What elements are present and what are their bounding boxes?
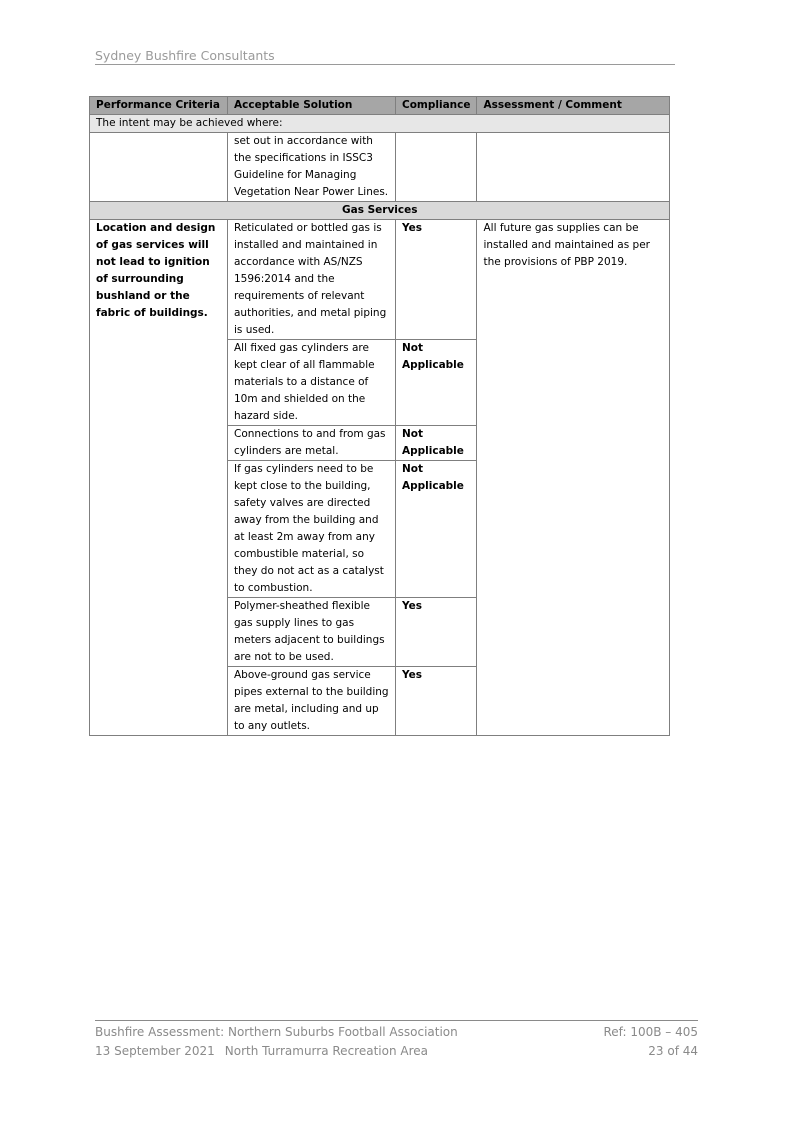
solution-cell: Reticulated or bottled gas is installed and maintained in accordance with AS/NZS 1596:2014 and the requirements of relevant authorities, and metal piping is used. (228, 220, 396, 340)
col-performance-criteria: Performance Criteria (90, 97, 228, 115)
footer-title: Bushfire Assessment: Northern Suburbs Football Association (95, 1025, 458, 1039)
table-row (90, 133, 670, 202)
criteria-cell (90, 133, 228, 202)
col-assessment-comment: Assessment / Comment (477, 97, 670, 115)
intent-text: The intent may be achieved where: (90, 115, 670, 133)
compliance-cell: Not Applicable (396, 461, 477, 598)
col-compliance: Compliance (396, 97, 477, 115)
compliance-table (89, 96, 670, 736)
col-acceptable-solution: Acceptable Solution (228, 97, 396, 115)
compliance-cell: Yes (396, 598, 477, 667)
footer-divider (95, 1020, 698, 1021)
compliance-cell: Yes (396, 220, 477, 340)
gas-criteria-cell: Location and design of gas services will not lead to ignition of surrounding bushland or the fabric of buildings. (90, 220, 228, 736)
comment-cell (477, 133, 670, 202)
solution-cell: Polymer-sheathed flexible gas supply lines to gas meters adjacent to buildings are not to be used. (228, 598, 396, 667)
section-title: Gas Services (90, 202, 670, 220)
intent-row (90, 115, 670, 133)
footer-line-1 (95, 1025, 698, 1039)
table-header-row (90, 97, 670, 115)
compliance-cell (396, 133, 477, 202)
footer-page-number: 23 of 44 (648, 1044, 698, 1058)
section-row (90, 202, 670, 220)
page-header (95, 48, 675, 65)
table-row (90, 220, 670, 340)
compliance-cell: Yes (396, 667, 477, 736)
solution-cell: Connections to and from gas cylinders are metal. (228, 426, 396, 461)
footer-date: 13 September 2021 (95, 1044, 215, 1058)
solution-cell: All fixed gas cylinders are kept clear of all flammable materials to a distance of 10m and shielded on the hazard side. (228, 340, 396, 426)
footer-location: North Turramurra Recreation Area (224, 1044, 428, 1058)
footer-ref: Ref: 100B – 405 (603, 1025, 698, 1039)
solution-cell: If gas cylinders need to be kept close to the building, safety valves are directed away from the building and at least 2m away from any combustible material, so they do not act as a catalyst to combustion. (228, 461, 396, 598)
compliance-cell: Not Applicable (396, 426, 477, 461)
company-name: Sydney Bushfire Consultants (95, 48, 275, 63)
compliance-cell: Not Applicable (396, 340, 477, 426)
gas-comment-cell: All future gas supplies can be installed and maintained as per the provisions of PBP 2019. (477, 220, 670, 736)
footer-line-2 (95, 1044, 698, 1058)
solution-cell: set out in accordance with the specifications in ISSC3 Guideline for Managing Vegetation Near Power Lines. (228, 133, 396, 202)
solution-cell: Above-ground gas service pipes external to the building are metal, including and up to any outlets. (228, 667, 396, 736)
